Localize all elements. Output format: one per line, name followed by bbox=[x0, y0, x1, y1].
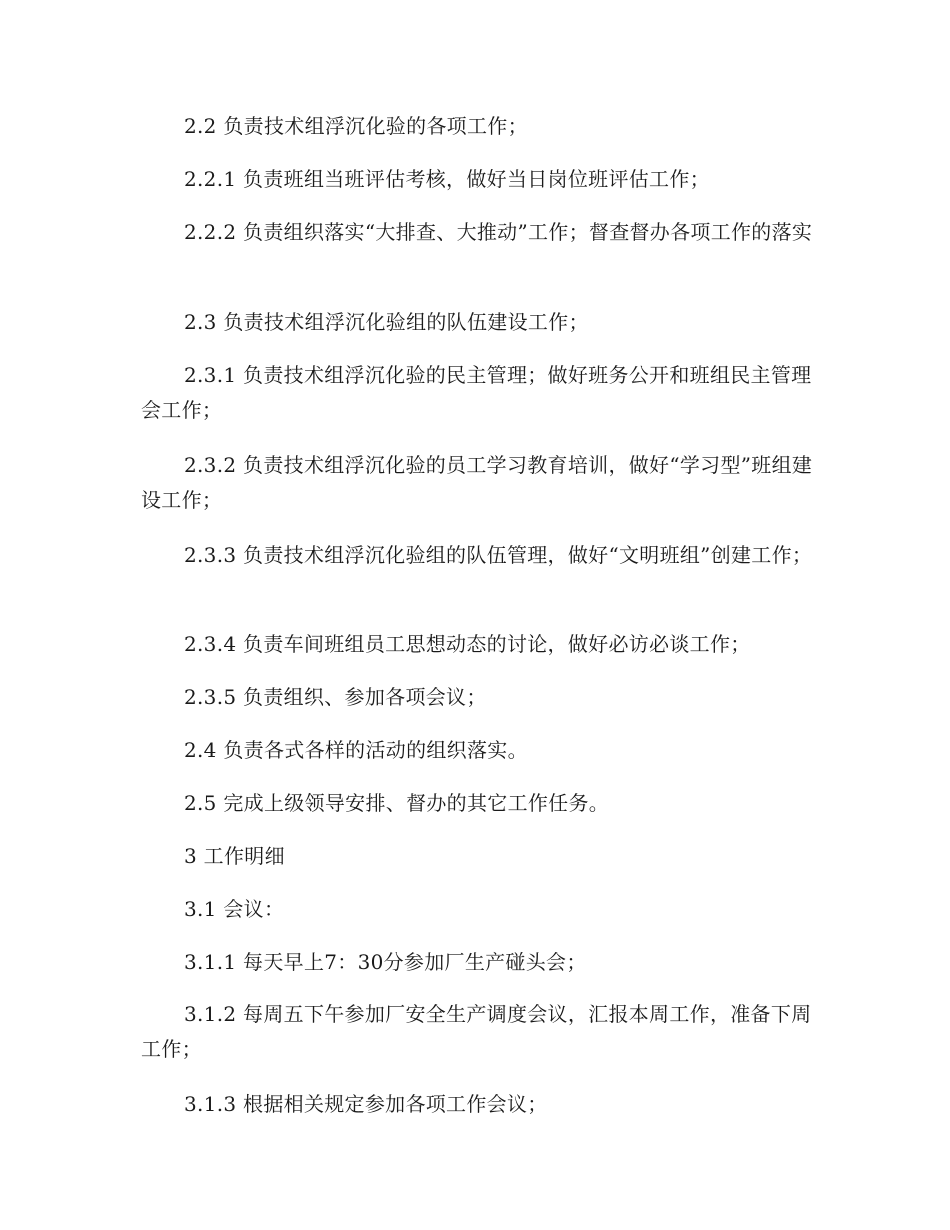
paragraph-2-4: 2.4 负责各式各样的活动的组织落实。 bbox=[184, 738, 528, 762]
paragraph-2-3-3: 2.3.3 负责技术组浮沉化验组的队伍管理，做好“文明班组”创建工作； bbox=[184, 543, 813, 567]
paragraph-3-1-3: 3.1.3 根据相关规定参加各项工作会议； bbox=[184, 1092, 548, 1116]
paragraph-2-2: 2.2 负责技术组浮沉化验的各项工作； bbox=[184, 114, 528, 138]
paragraph-3-1-2: 3.1.2 每周五下午参加厂安全生产调度会议，汇报本周工作，准备下周工作； bbox=[141, 1002, 812, 1061]
paragraph-2-3-5: 2.3.5 负责组织、参加各项会议； bbox=[184, 685, 487, 709]
paragraph-2-3-1: 2.3.1 负责技术组浮沉化验的民主管理；做好班务公开和班组民主管理会工作； bbox=[141, 363, 812, 422]
paragraph-2-2-2: 2.2.2 负责组织落实“大排查、大推动”工作；督查督办各项工作的落实 bbox=[184, 220, 813, 244]
paragraph-3-1-1: 3.1.1 每天早上7：30分参加厂生产碰头会； bbox=[184, 950, 587, 974]
paragraph-2-3: 2.3 负责技术组浮沉化验组的队伍建设工作； bbox=[184, 310, 589, 334]
paragraph-2-2-1: 2.2.1 负责班组当班评估考核，做好当日岗位班评估工作； bbox=[184, 167, 710, 191]
paragraph-2-5: 2.5 完成上级领导安排、督办的其它工作任务。 bbox=[184, 791, 610, 815]
section-heading-3: 3 工作明细 bbox=[184, 844, 285, 868]
paragraph-3-1: 3.1 会议： bbox=[184, 897, 285, 921]
paragraph-2-3-2: 2.3.2 负责技术组浮沉化验的员工学习教育培训，做好“学习型”班组建设工作； bbox=[141, 453, 813, 512]
paragraph-2-3-4: 2.3.4 负责车间班组员工思想动态的讨论，做好必访必谈工作； bbox=[184, 632, 751, 656]
